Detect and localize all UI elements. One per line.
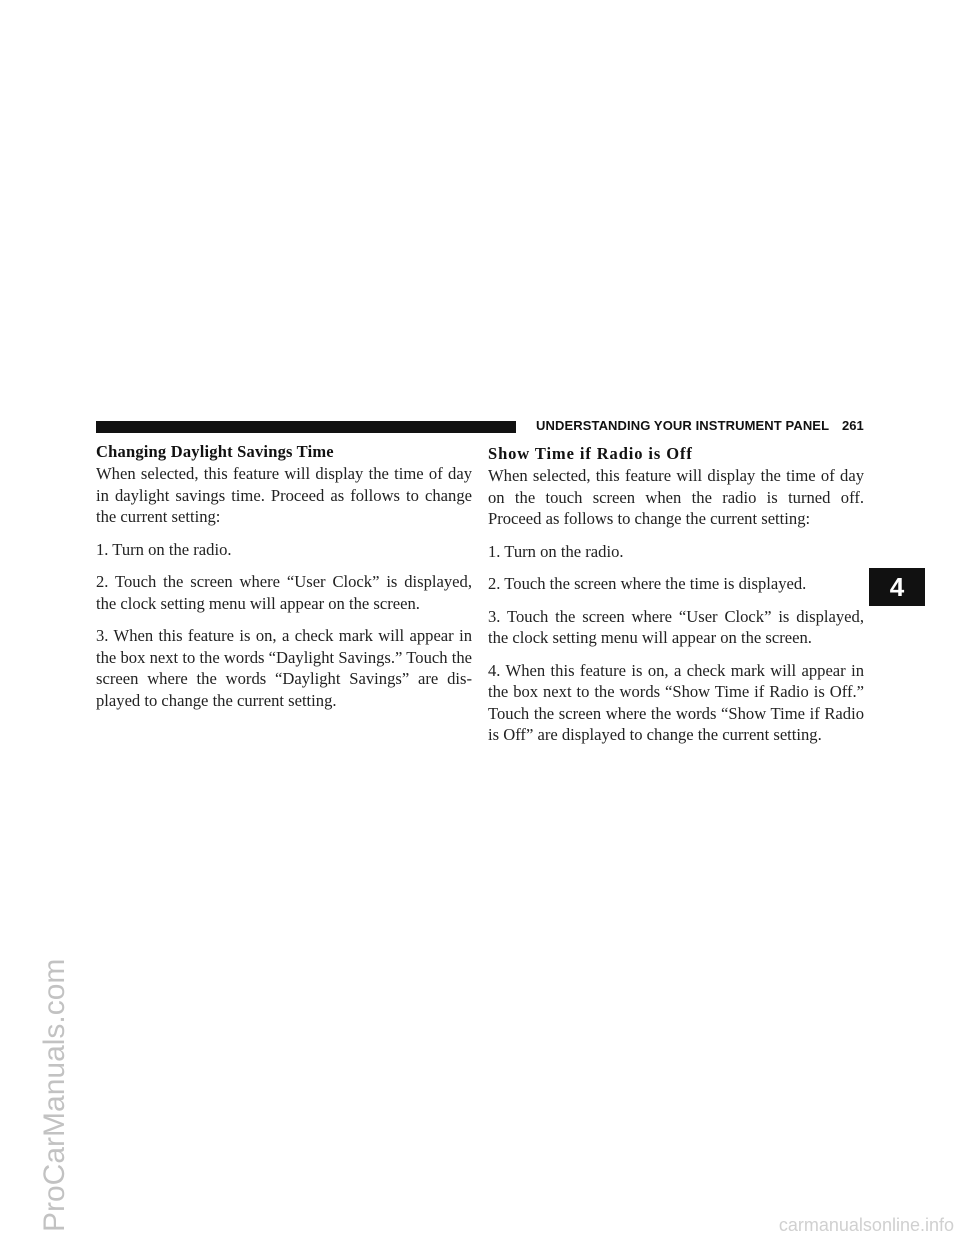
step-item: 1. Turn on the radio.	[96, 539, 232, 559]
right-column	[488, 442, 864, 757]
section-heading-daylight-savings: Changing Daylight Savings Time	[96, 442, 334, 461]
watermark-left: ProCarManuals.com	[38, 958, 71, 1232]
watermark-bottom: carmanualsonline.info	[778, 1215, 954, 1235]
page-number: 261	[842, 418, 864, 433]
section-intro: When selected, this feature will display the time of day in daylight savings time. Proceed as follows to change the current setting:	[96, 464, 472, 526]
section-heading-show-time: Show Time if Radio is Off	[488, 444, 693, 463]
step-item: 2. Touch the screen where “User Clock” is displayed, the clock setting menu will appear on the screen.	[96, 572, 472, 613]
step-item: 3. When this feature is on, a check mark will appear in the box next to the words “Daylight Savings.” Touch the screen where the words “Daylight Savings” are dis-played to change the current setting.	[96, 626, 472, 710]
left-column	[96, 442, 472, 722]
chapter-tab: 4	[869, 568, 925, 606]
step-item: 1. Turn on the radio.	[488, 541, 624, 561]
header-rule	[96, 421, 516, 433]
running-header-title: UNDERSTANDING YOUR INSTRUMENT PANEL	[536, 418, 830, 433]
step-item: 3. Touch the screen where “User Clock” is displayed, the clock setting menu will appear on the screen.	[488, 606, 864, 647]
step-item: 2. Touch the screen where the time is displayed.	[488, 574, 807, 593]
step-item: 4. When this feature is on, a check mark will appear in the box next to the words “Show Time if Radio is Off.” Touch the screen where the words “Show Time if Radio is Off” are displayed to change the current setting.	[488, 660, 864, 744]
section-intro: When selected, this feature will display the time of day on the touch screen when the radio is turned off. Proceed as follows to change the current setting:	[488, 466, 864, 528]
